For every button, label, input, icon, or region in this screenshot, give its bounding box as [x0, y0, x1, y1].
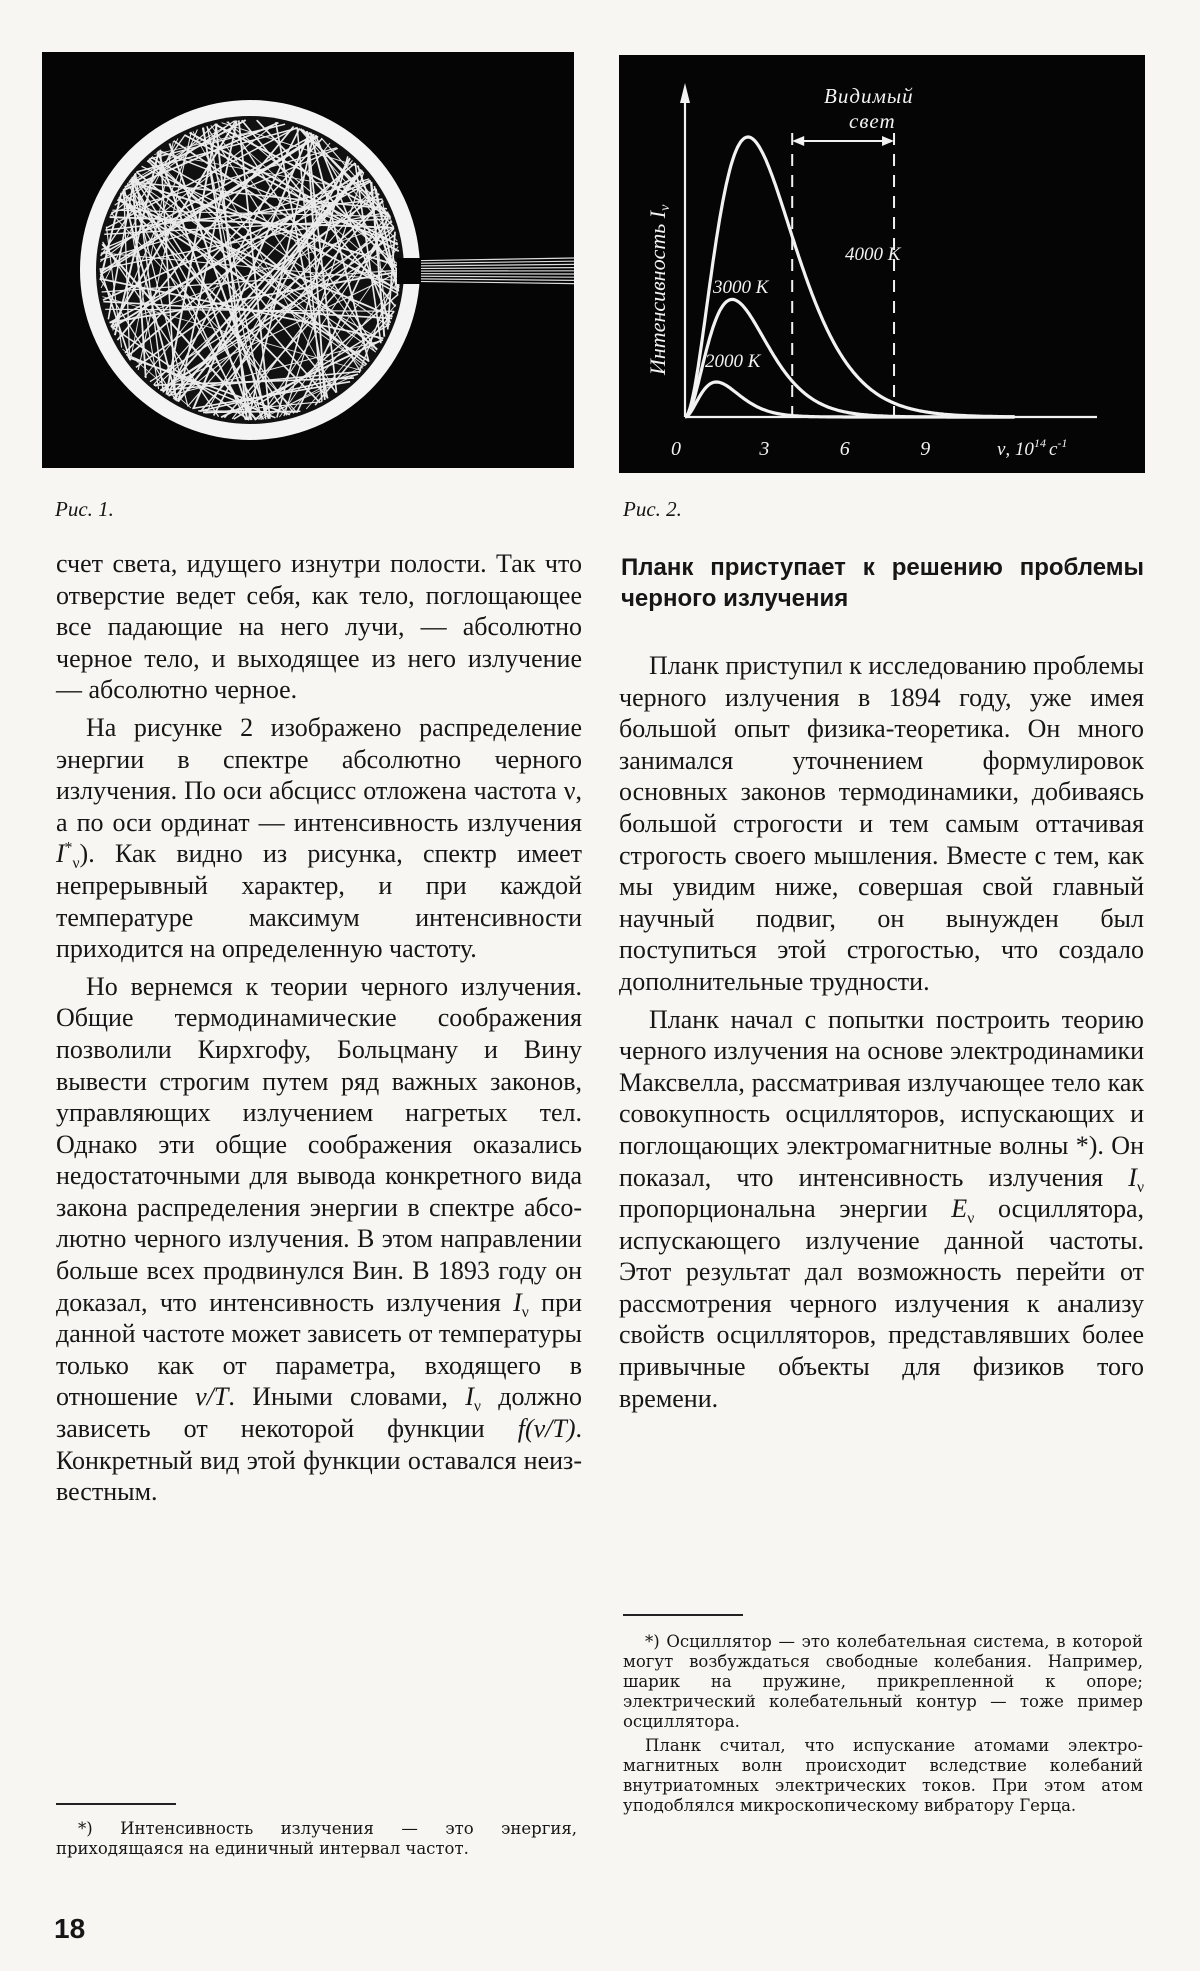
footnote-left	[56, 1815, 577, 1859]
visible-band-arrowhead-right	[882, 136, 894, 146]
curve-label-3000k: 3000 К	[713, 277, 769, 298]
section-heading: Планк приступает к решению проблемы черного излучения	[621, 554, 1144, 612]
x-tick-9: 9	[920, 438, 931, 460]
spectrum-chart-svg	[619, 55, 1145, 473]
x-tick-6: 6	[839, 438, 850, 460]
left-paragraph-3: Но вернемся к теории черного излучения. Общие термодинамические соображения позволили Кирхгофу, Больцману и Вину вывести строгим путем ряд важных законов, управляющих излучением нагретых тел. Однако эти общие соображения оказались недостаточными для вывода конкретного вида закона распределения энергии в спектре абсолютно черного излучения. В этом направлении больше всех продвинулся Вин. В 1893 году он доказал, что интенсивность излучения $I_\nu$ при данной частоте может зависеть от температуры только как от параметра, входящего в отношение ν/T. Иными словами, $I_\nu$ должно зависеть от некоторой функции f(ν/T). Конкретный вид этой функции оставался неизвестным.	[56, 971, 582, 1507]
curve-label-4000k: 4000 К	[845, 244, 901, 265]
visible-light-label-2: свет	[849, 109, 896, 133]
visible-light-label-1: Видимый	[824, 84, 914, 108]
footnote-right	[623, 1628, 1143, 1816]
cavity-opening	[397, 258, 421, 284]
left-paragraph-2: На рисунке 2 изображено распределение энергии в спектре абсолютно черного излучения. По оси абсцисс отложена частота ν, а по оси ординат — интенсивность излучения $I^*_\nu$). Как видно из рисунка, спектр имеет непрерывный характер, и при каждой температуре максимум интенсивности приходится на определенную частоту.	[56, 712, 582, 964]
figure-1-cavity	[42, 52, 574, 468]
right-paragraph-1: Планк приступил к исследованию проблемы черного излучения в 1894 году, уже имея большой опыт физика-теоретика. Он много занимался уточнением формулировок основных законов термодинамики, добиваясь большой строгости и тем самым оттачивая строгость своего мышления. Вместе с тем, как мы увидим ниже, совершая свой главный научный подвиг, он вынужден был поступиться этой строгостью, что создало дополнительные трудности.	[619, 651, 1144, 996]
visible-light-band	[792, 133, 894, 417]
figure-1-caption: Рис. 1.	[55, 497, 114, 521]
x-tick-0: 0	[671, 438, 681, 460]
page-number: 18	[54, 1913, 86, 1944]
cavity-illustration	[42, 52, 574, 468]
right-paragraph-2: Планк начал с попытки построить теорию черного излучения на основе электродинамики Максвелла, рассматривая излучающее тело как совокупность осцилляторов, испускающих и поглощающих электромагнитные волны *). Он показал, что интенсивность излучения $I_\nu$ пропорциональна энергии $E_\nu$ осциллятора, испускающего излучение данной частоты. Этот результат дал возможность перейти от рассмотрения черного излучения к анализу свойств осцилляторов, представлявших более привычные объекты для физиков того времени.	[619, 1004, 1145, 1413]
left-paragraph-1: счет света, идущего изнутри полости. Так что отверстие ведет себя, как тело, поглощающее все падающие на него лучи, — абсолютно черное тело, и выходящее из него излучение — абсолютно черное.	[56, 549, 582, 705]
x-tick-labels	[671, 438, 930, 460]
x-axis-label: ν, $10^{14}$ $с^{-1}$	[997, 436, 1068, 460]
visible-band-arrowhead-left	[792, 136, 804, 146]
right-column	[619, 548, 1144, 1414]
y-axis-arrow	[680, 83, 690, 103]
footnote-rule-right	[623, 1614, 743, 1616]
x-tick-3: 3	[759, 438, 770, 460]
figure-2-caption: Рис. 2.	[623, 497, 682, 521]
footnote-oscillator: *) Осциллятор — это колебательная система, в которой могут возбуждаться свободные колебания. Например, шарик на пружине, прикрепленной к опоре; электрический колебательный контур — тоже пример осциллятора.	[623, 1632, 1143, 1731]
y-axis-label: Интенсивность Iν	[645, 204, 673, 375]
footnote-planck: Планк считал, что испускание атомами электромагнитных волн происходит вследствие колебаний внутриатомных электрических токов. При этом атом уподоблялся микроскопическому вибратору Герца.	[623, 1736, 1143, 1815]
left-column	[56, 548, 582, 1508]
figure-2-spectrum-chart	[619, 55, 1145, 473]
footnote-rule-left	[56, 1803, 176, 1805]
footnote-intensity: *) Интенсивность излучения — это энергия, приходящаяся на единичный интервал частот.	[56, 1819, 577, 1858]
curve-label-2000k: 2000 К	[705, 351, 761, 372]
